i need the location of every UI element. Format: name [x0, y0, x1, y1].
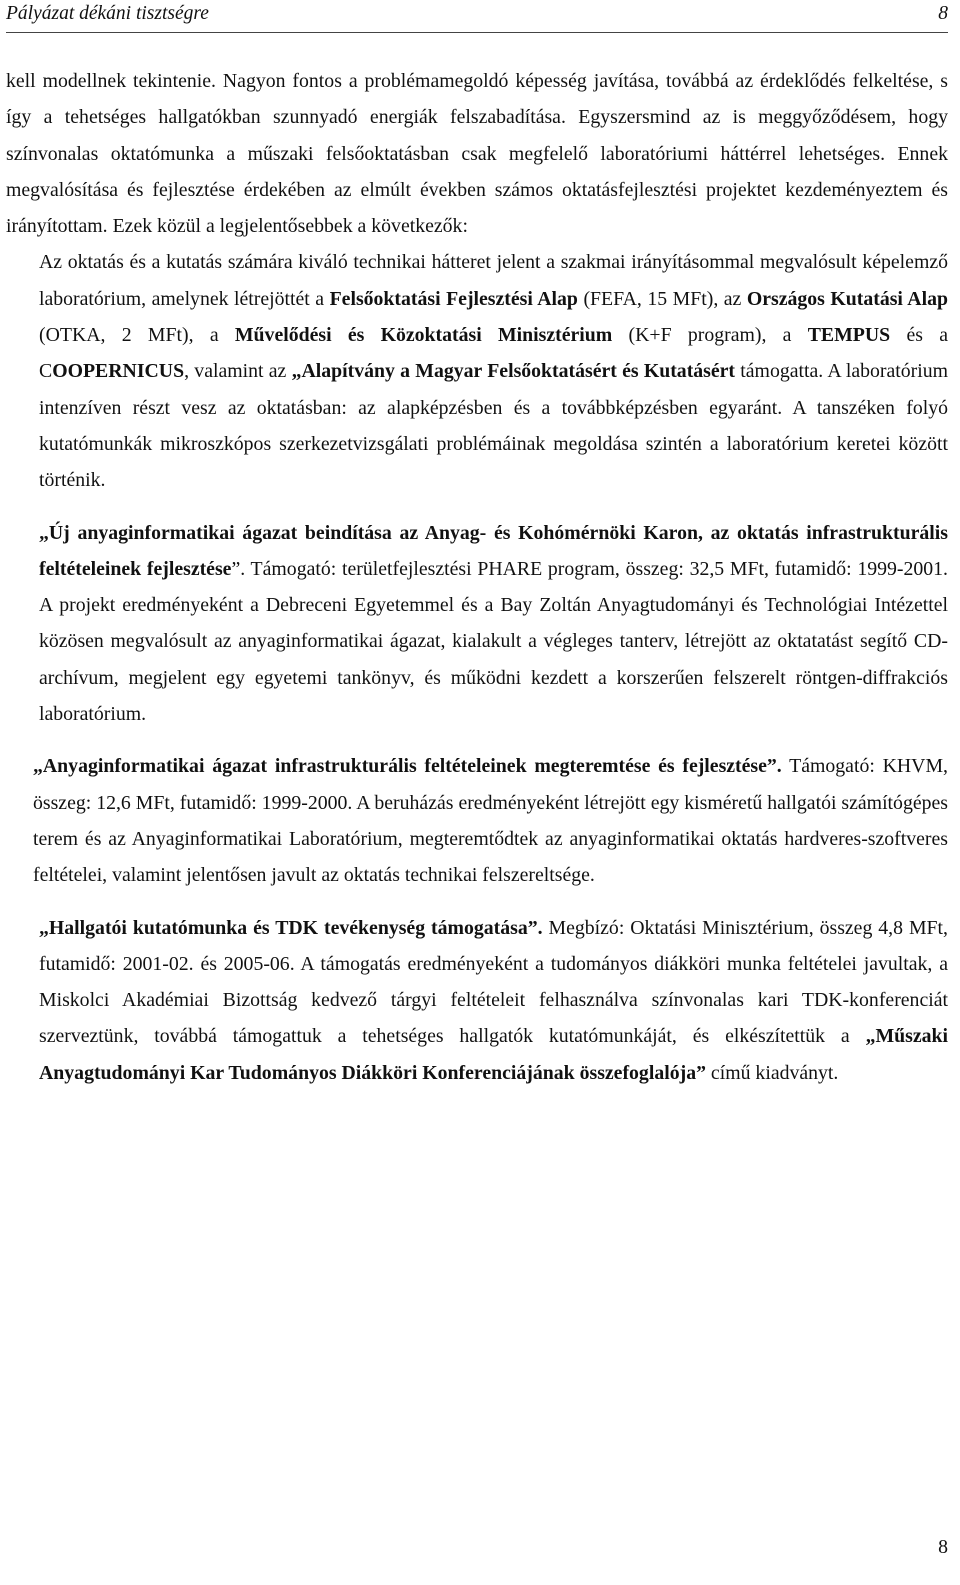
project-title: „Hallgatói kutatómunka és TDK tevékenység támogatása”.: [39, 916, 543, 939]
text-run: ”. Támogató: területfejlesztési PHARE program, összeg: 32,5 MFt, futamidő: 1999-2001. A projekt eredményeként a Debreceni Egyetemmel és a Bay Zoltán Anyagtudományi és Technológiai Intézettel közösen megvalósult az anyaginformatikai ágazat, kialakult a végleges tanterv, létrejött az oktatatást segítő CD-archívum, megjelent egy egyetemi tankönyv, és működni kezdett a korszerűen felszerelt röntgen-diffrakciós laboratórium.: [39, 557, 948, 726]
paragraph-image-lab: [6, 244, 948, 498]
footer-page-number: 8: [938, 1536, 948, 1558]
text-run: (FEFA, 15 MFt), az: [577, 287, 747, 310]
funder-coopernicus: OOPERNICUS: [52, 360, 185, 383]
paragraph-intro: [6, 63, 948, 244]
publication-title: „Műszaki Anyagtudományi Kar Tudományos Diákköri Konferenciájának összefoglalója”: [39, 1025, 948, 1084]
running-header: [6, 0, 948, 33]
funder-ministry: Művelődési és Közoktatási Minisztérium: [234, 324, 613, 347]
funder-tempus: TEMPUS: [807, 324, 891, 347]
header-title: Pályázat dékáni tisztségre: [6, 3, 209, 24]
text-run: (K+F program), a: [612, 324, 808, 347]
text-run: Megbízó: Oktatási Minisztérium, összeg 4,8 MFt, futamidő: 2001-02. és 2005-06. A támogatás eredményeként a tudományos diákköri munka feltételei javultak, a Miskolci Akadémiai Bizottság kedvező tárgyi feltételeit felhasználva színvonalas kari TDK-konferenciát szerveztünk, továbbá támogattuk a tehetséges hallgatók kutatómunkáját, és elkészítettük a: [39, 916, 948, 1048]
paragraph-project-khvm: [6, 748, 948, 893]
text-run: , valamint az: [184, 360, 292, 383]
header-page-number: 8: [938, 3, 948, 24]
text-run: (OTKA, 2 MFt), a: [39, 324, 235, 347]
text-run: és a C: [39, 324, 948, 383]
funder-fefa: Felsőoktatási Fejlesztési Alap: [329, 287, 578, 310]
project-title: „Anyaginformatikai ágazat infrastrukturális feltételeinek megteremtése és fejlesztése”.: [33, 755, 782, 778]
project-title: „Új anyaginformatikai ágazat beindítása az Anyag- és Kohómérnöki Karon, az oktatás infrastrukturális feltételeinek fejlesztése: [39, 521, 948, 580]
document-body: [6, 63, 948, 1091]
text-run: című kiadványt.: [705, 1061, 839, 1084]
text-run: kell modellnek tekintenie. Nagyon fontos a problémamegoldó képesség javítása, továbbá az érdeklődés felkeltése, s így a tehetséges hallgatókban szunnyadó energiák felszabadítása. Egyszersmind az is meggyőződésem, hogy színvonalas oktatómunka a műszaki felsőoktatásban csak megfelelő laboratóriumi háttérrel lehetséges. Ennek megvalósítása és fejlesztése érdekében az elmúlt években számos oktatásfejlesztési projektet kezdeményeztem és irányítottam. Ezek közül a legjelentősebbek a következők:: [6, 70, 948, 238]
text-run: Támogató: KHVM, összeg: 12,6 MFt, futamidő: 1999-2000. A beruházás eredményeként létrejött egy kisméretű hallgatói számítógépes terem és az Anyaginformatikai Laboratórium, megteremtődtek az anyaginformatikai oktatás hardveres-szoftveres feltételei, valamint jelentősen javult az oktatás technikai felszereltsége.: [33, 755, 948, 887]
paragraph-project-tdk: [6, 910, 948, 1091]
funder-otka: Országos Kutatási Alap: [746, 287, 948, 310]
text-run: Az oktatás és a kutatás számára kiváló technikai hátteret jelent a szakmai irányításommal megvalósult képelemző laboratórium, amelynek létrejöttét a: [39, 251, 948, 310]
funder-foundation: „Alapítvány a Magyar Felsőoktatásért és Kutatásért: [291, 360, 736, 383]
paragraph-project-phare: [6, 515, 948, 733]
text-run: támogatta. A laboratórium intenzíven részt vesz az oktatásban: az alapképzésben és a továbbképzésben egyaránt. A tanszéken folyó kutatómunkák mikroszkópos szerkezetvizsgálati problémáinak megoldása szintén a laboratórium keretei között történik.: [39, 360, 948, 492]
